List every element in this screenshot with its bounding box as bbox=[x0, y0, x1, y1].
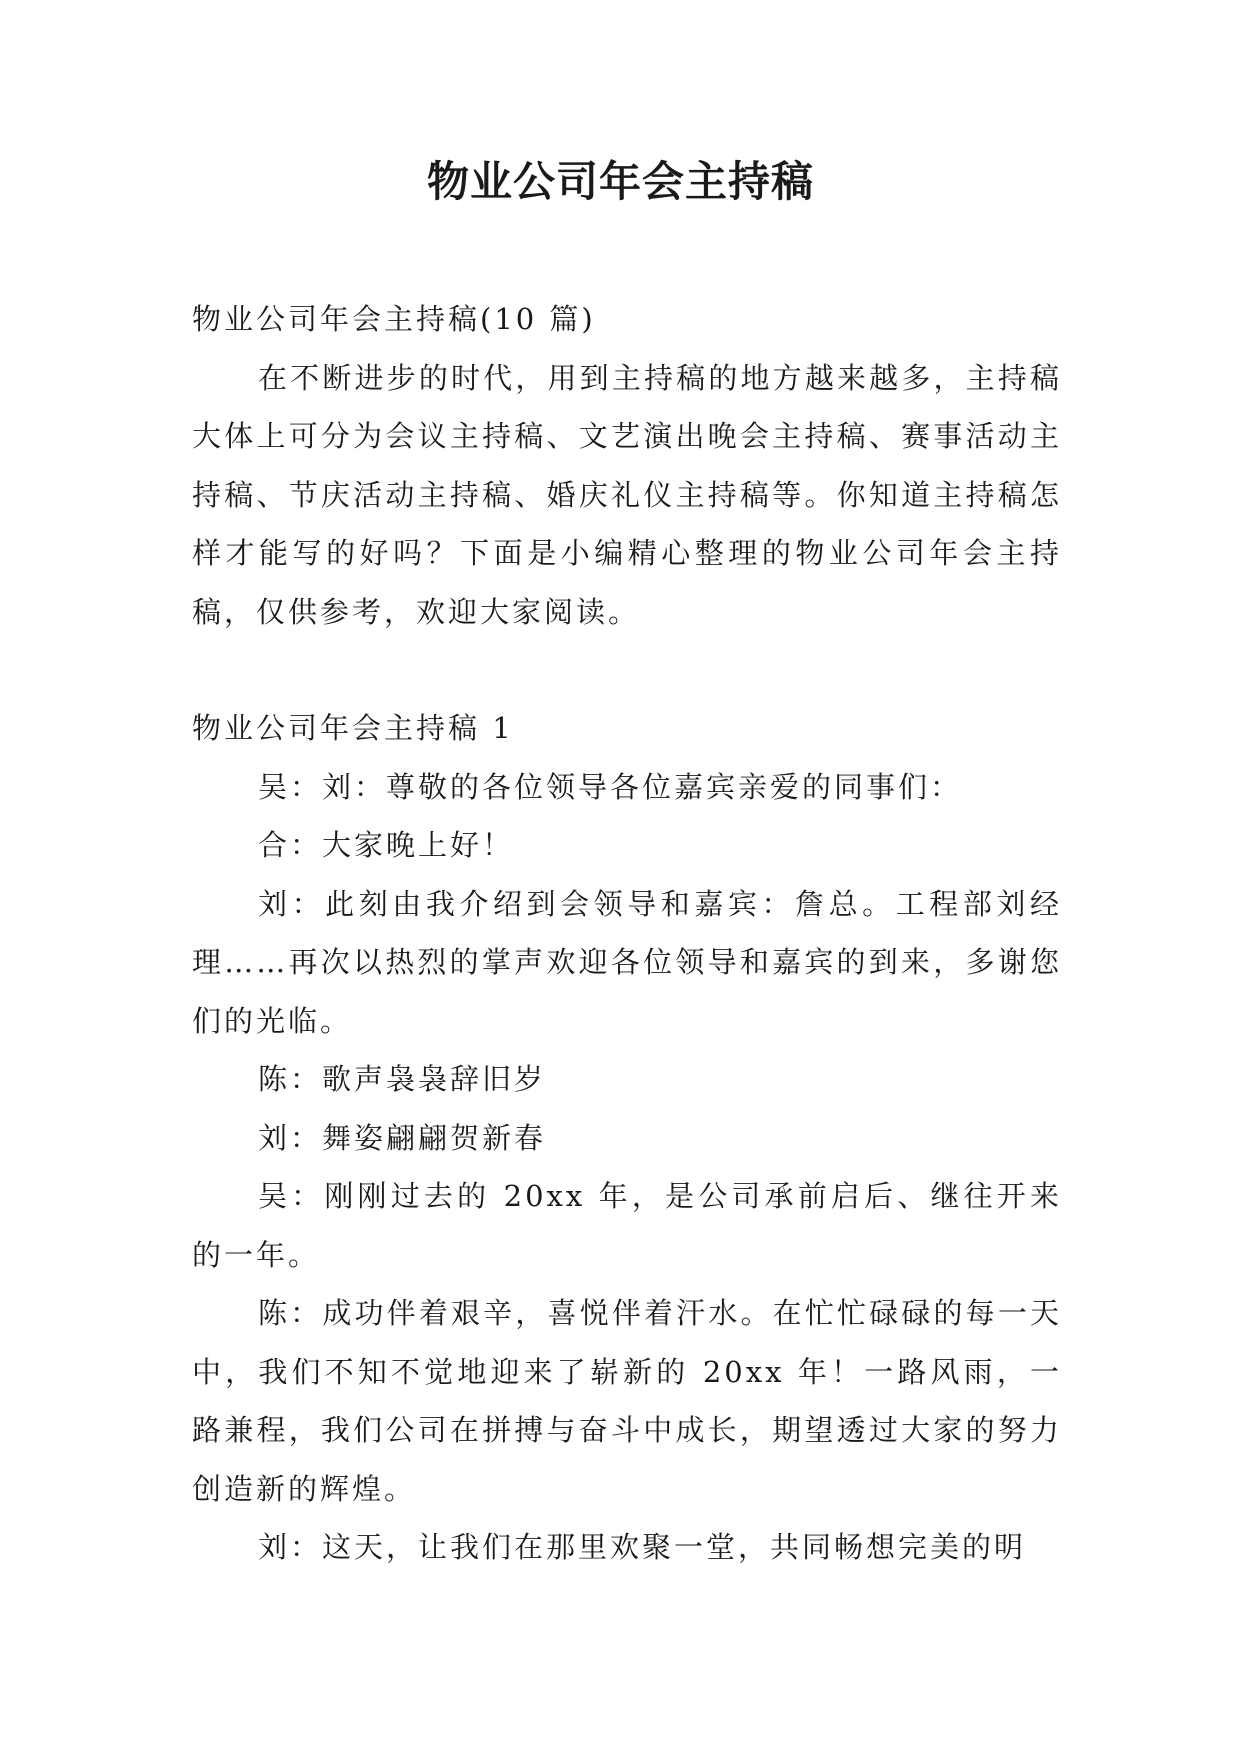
script-paragraph: 陈：歌声袅袅辞旧岁 bbox=[258, 1062, 547, 1096]
document-subtitle: 物业公司年会主持稿(10 篇) bbox=[192, 302, 596, 336]
intro-paragraph: 在不断进步的时代，用到主持稿的地方越来越多，主持稿大体上可分为会议主持稿、文艺演出晚会主持稿、赛事活动主持稿、节庆活动主持稿、婚庆礼仪主持稿等。你知道主持稿怎样才能写的好吗？下面是小编精心整理的物业公司年会主持稿，仅供参考，欢迎大家阅读。 bbox=[192, 360, 1062, 629]
paragraph-spacer bbox=[192, 641, 1062, 699]
script-paragraph: 吴：刘：尊敬的各位领导各位嘉宾亲爱的同事们： bbox=[258, 769, 963, 804]
section-heading: 物业公司年会主持稿 1 bbox=[192, 711, 514, 745]
document-title: 物业公司年会主持稿 bbox=[426, 157, 814, 206]
script-paragraph: 陈：成功伴着艰辛，喜悦伴着汗水。在忙忙碌碌的每一天中，我们不知不觉地迎来了崭新的 20xx 年！一路风雨，一路兼程，我们公司在拼搏与奋斗中成长，期望透过大家的努力创造新的辉煌。 bbox=[192, 1296, 1062, 1506]
script-paragraph: 合：大家晚上好！ bbox=[258, 828, 515, 862]
script-paragraph: 刘：舞姿翩翩贺新春 bbox=[258, 1120, 547, 1155]
script-paragraph: 吴：刚刚过去的 20xx 年，是公司承前启后、继往开来的一年。 bbox=[192, 1179, 1062, 1272]
document-body bbox=[192, 290, 1062, 1577]
script-paragraph: 刘：这天，让我们在那里欢聚一堂，共同畅想完美的明 bbox=[258, 1530, 1027, 1564]
script-paragraph: 刘：此刻由我介绍到会领导和嘉宾：詹总。工程部刘经理……再次以热烈的掌声欢迎各位领导和嘉宾的到来，多谢您们的光临。 bbox=[192, 886, 1062, 1038]
